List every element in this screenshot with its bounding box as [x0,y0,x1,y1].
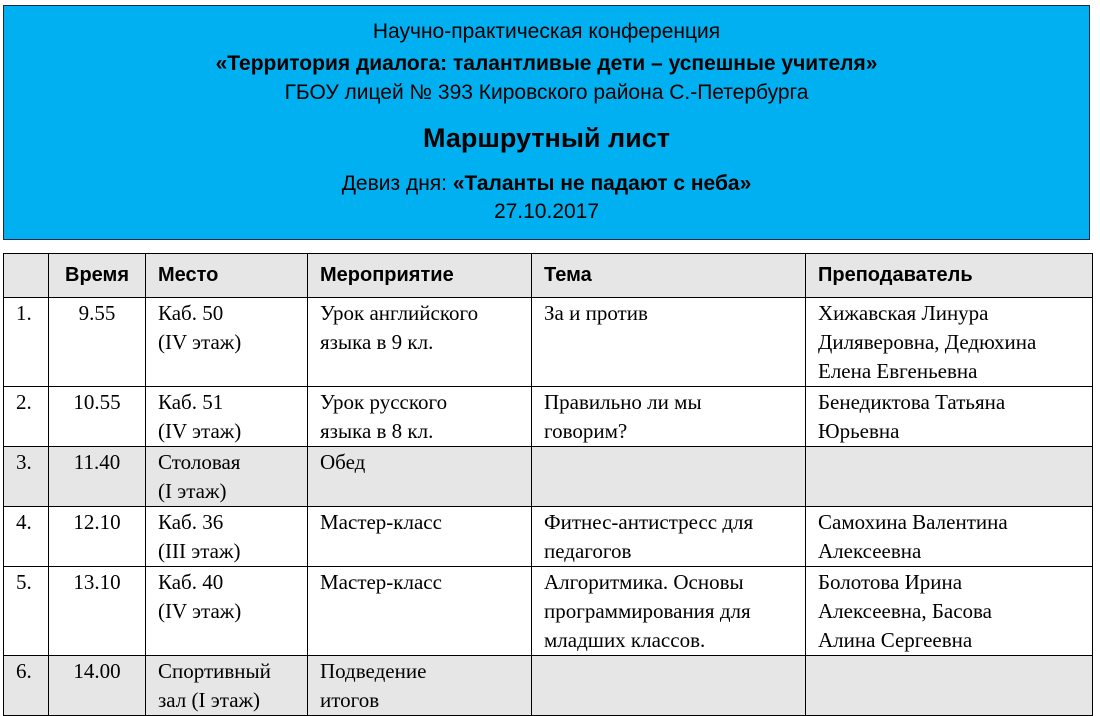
cell-topic: Алгоритмика. Основы программирования для младших классов. [532,567,806,656]
table-row [4,656,1093,716]
cell-event: Урок английского языка в 9 кл. [308,298,532,387]
motto-line [4,172,1089,196]
table-header-row [4,254,1093,298]
header-place: Место [146,254,308,298]
header-teacher: Преподаватель [806,254,1093,298]
cell-time: 13.10 [49,567,146,656]
header-event: Мероприятие [308,254,532,298]
cell-place: Каб. 51 (IV этаж) [146,387,308,447]
table-row [4,387,1093,447]
cell-event: Урок русского языка в 8 кл. [308,387,532,447]
table-row [4,507,1093,567]
conference-label: Научно-практическая конференция [372,20,721,43]
cell-num: 6. [4,656,49,716]
cell-teacher: Бенедиктова Татьяна Юрьевна [806,387,1093,447]
cell-place: Спортивный зал (I этаж) [146,656,308,716]
date: 27.10.2017 [493,200,600,223]
cell-num: 2. [4,387,49,447]
cell-event: Мастер-класс [308,567,532,656]
cell-time: 10.55 [49,387,146,447]
cell-time: 12.10 [49,507,146,567]
schedule-table [3,253,1093,716]
cell-teacher [806,656,1093,716]
cell-num: 5. [4,567,49,656]
motto: «Таланты не падают с неба» [452,172,752,195]
header-topic: Тема [532,254,806,298]
header-num [4,254,49,298]
header-banner [3,5,1090,240]
conference-title: «Территория диалога: талантливые дети – успешные учителя» [215,52,878,75]
cell-topic: Фитнес-антистресс для педагогов [532,507,806,567]
cell-teacher [806,447,1093,507]
cell-place: Каб. 40 (IV этаж) [146,567,308,656]
cell-time: 9.55 [49,298,146,387]
cell-topic: Правильно ли мы говорим? [532,387,806,447]
cell-time: 11.40 [49,447,146,507]
cell-place: Каб. 36 (III этаж) [146,507,308,567]
cell-teacher: Хижавская Линура Диляверовна, Дедюхина Елена Евгеньевна [806,298,1093,387]
cell-topic [532,447,806,507]
cell-topic [532,656,806,716]
header-time: Время [49,254,146,298]
cell-place: Каб. 50 (IV этаж) [146,298,308,387]
cell-place: Столовая (I этаж) [146,447,308,507]
table-row [4,567,1093,656]
cell-teacher: Самохина Валентина Алексеевна [806,507,1093,567]
table-row [4,298,1093,387]
cell-topic: За и против [532,298,806,387]
cell-num: 3. [4,447,49,507]
motto-label: Девиз дня: [341,172,453,195]
cell-event: Обед [308,447,532,507]
cell-num: 1. [4,298,49,387]
page-title: Маршрутный лист [423,123,670,153]
cell-event: Мастер-класс [308,507,532,567]
cell-num: 4. [4,507,49,567]
cell-event: Подведение итогов [308,656,532,716]
cell-time: 14.00 [49,656,146,716]
table-row [4,447,1093,507]
organizer: ГБОУ лицей № 393 Кировского района С.-Петербурга [284,81,809,104]
cell-teacher: Болотова Ирина Алексеевна, Басова Алина Сергеевна [806,567,1093,656]
